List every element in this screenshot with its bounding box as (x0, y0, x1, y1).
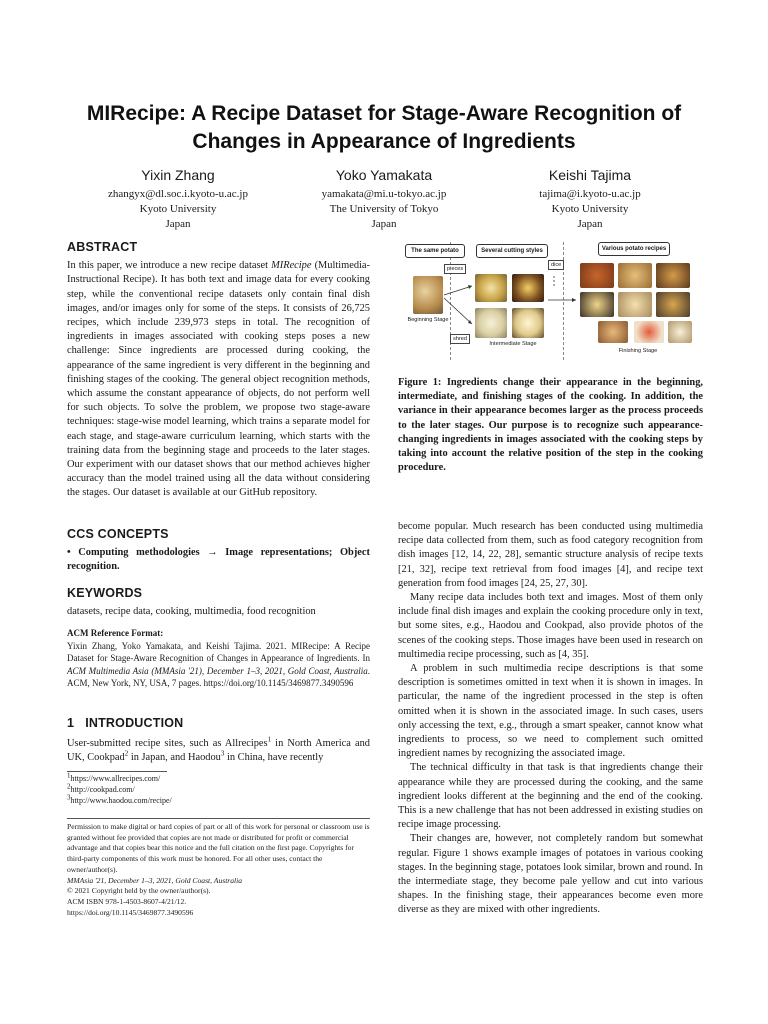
footnote-num: 1 (67, 771, 71, 780)
abstract-section (67, 240, 370, 501)
author-affiliation: Kyoto University (551, 203, 629, 215)
reference-venue: ACM Multimedia Asia (MMAsia '21), December 1–3, 2021, Gold Coast, Australia (67, 665, 368, 676)
keywords-section (67, 586, 370, 619)
acm-reference (67, 627, 370, 690)
footnote-ref-2[interactable]: 2 (124, 749, 129, 758)
copyright: © 2021 Copyright held by the owner/author(s). (67, 886, 211, 896)
footnote-ref-3[interactable]: 3 (220, 749, 225, 758)
permission-divider (67, 818, 370, 819)
author-email: tajima@i.kyoto-u.ac.jp (539, 188, 641, 200)
reference-text-1: Yixin Zhang, Yoko Yamakata, and Keishi Tajima. 2021. MIRecipe: A Recipe Dataset for Stage-Aware Recognition of Changes in Appearance of Ingredients. In (67, 640, 370, 664)
abstract-heading: ABSTRACT (67, 240, 138, 254)
section-number: 1 (67, 716, 75, 730)
keywords-text: datasets, recipe data, cooking, multimedia, food recognition (67, 606, 316, 618)
title-line-1: MIRecipe: A Recipe Dataset for Stage-Aware Recognition of (86, 102, 682, 125)
tag-dice: dice (548, 260, 564, 270)
abstract-text-pre: In this paper, we introduce a new recipe dataset (67, 260, 272, 272)
dataset-name: MIRecipe (271, 260, 312, 272)
stage-finishing-label: Finishing Stage (618, 348, 658, 354)
intro-text-c: in Japan, and Haodou (128, 752, 221, 764)
author-affiliation: The University of Tokyo (329, 203, 439, 215)
permission-block (67, 822, 370, 918)
reference-heading: ACM Reference Format: (67, 628, 164, 638)
author-affiliation: Kyoto University (139, 203, 217, 215)
intro-text-b: in North America and UK, Cookpad (67, 738, 370, 764)
footnote-ref-1[interactable]: 1 (267, 735, 272, 744)
abstract-text-post: (Multimedia-Instructional Recipe). It has both text and image data for every cooking step, while the conventional recipe datasets only contain final dish images, and/or images only for some of the steps. It consists of 26,725 recipes, which include 239,973 steps in total. The recognition of ingredients in images associated with cooking steps poses a new challenge: Since ingredients are processed during cooking, the appearance of the same ingredient is very different in the beginning and finishing stages of the cooking. The general object recognition methods, which assume the constant appearance of objects, do not perform well for such objects. To solve the problem, we propose two stage-aware techniques: stage-wise model learning, which trains a separate model for each stage, and stage-aware curriculum learning, which starts with the training data from the beginning stage and proceeds to the later stages. Our experiment with our dataset shows that our method achieves higher accuracy than the model trained using all the data without considering the stages. Our dataset is available at our GitHub repository. (67, 260, 370, 499)
permission-text: Permission to make digital or hard copies of part or all of this work for personal or classroom use is granted without fee provided that copies are not made or distributed for profit or commercial advantage and that copies bear this notice and the full citation on the first page. Copyrights for third-party components of this work must be honored. For all other uses, contact the owner/author(s). (67, 822, 370, 874)
author-country: Japan (577, 218, 603, 230)
permission-venue (67, 876, 370, 887)
author-country: Japan (165, 218, 191, 230)
figure-1 (398, 238, 703, 363)
reference-text-2: . ACM, New York, NY, USA, 7 pages. https://doi.org/10.1145/3469877.3490596 (67, 665, 370, 689)
footnote-url[interactable]: http://cookpad.com/ (70, 785, 135, 794)
arrow (444, 298, 472, 324)
author-name: Keishi Tajima (548, 167, 632, 183)
ccs-concepts: Computing methodologies → Image representations; Object recognition. (67, 547, 370, 573)
stage-intermediate-label: Intermediate Stage (489, 341, 537, 347)
abstract-text (67, 259, 370, 500)
footnotes (67, 773, 370, 806)
arrow (444, 286, 472, 295)
permission-venue-text: MMAsia '21, December 1–3, 2021, Gold Coast, Australia (67, 875, 243, 885)
footnote-3 (67, 795, 370, 806)
author-3 (465, 166, 715, 232)
isbn: ACM ISBN 978-1-4503-8607-4/21/12. (67, 896, 187, 906)
paper-title (0, 100, 768, 156)
author-email: zhangyx@dl.soc.i.kyoto-u.ac.jp (108, 188, 248, 200)
author-block (0, 166, 768, 236)
paragraph: become popular. Much research has been conducted using multimedia recipe data collected from them, such as food category recognition from dish images [12, 14, 22, 28], semantic structure analysis of recipe texts [21, 32], recipe text retrieval from food images [4], and recipe text generation from food images [24, 25, 27, 30]. (398, 521, 703, 589)
ccs-section (67, 527, 370, 575)
arrowhead (572, 298, 576, 302)
footnote-num: 2 (67, 782, 71, 791)
figure-arrows (398, 238, 703, 363)
footnote-url[interactable]: http://www.haodou.com/recipe/ (70, 796, 172, 805)
tag-shred: shred (450, 334, 470, 344)
author-email: yamakata@mi.u-tokyo.ac.jp (321, 188, 447, 200)
ccs-text (67, 546, 370, 574)
intro-continuation (398, 520, 703, 918)
intro-text-a: User-submitted recipe sites, such as Allrecipes (67, 738, 268, 750)
footnote-2 (67, 784, 370, 795)
section-title: INTRODUCTION (85, 716, 184, 730)
doi-link[interactable]: https://doi.org/10.1145/3469877.3490596 (67, 907, 194, 917)
ccs-bullet: • (67, 547, 71, 559)
label-same-potato: The same potato (405, 244, 465, 258)
ccs-heading: CCS CONCEPTS (67, 527, 169, 541)
tag-pieces: pieces (444, 264, 466, 274)
intro-heading (67, 716, 370, 730)
title-line-2: Changes in Appearance of Ingredients (192, 130, 576, 153)
author-country: Japan (371, 218, 397, 230)
arrowhead (468, 285, 472, 289)
author-name: Yixin Zhang (141, 167, 215, 183)
footnote-divider (67, 771, 167, 772)
paragraph: A problem in such multimedia recipe descriptions is that some description is sometimes omitted in text when it is shown in images. In particular, the name of the ingredient processed in the step is often omitted when it is shown in the associated image. In such cases, users only accessing the text, e.g., through a smart speaker, cannot know what ingredients to process, so we need to complement such omitted ingredient names by recognizing the associated image. (398, 663, 703, 760)
author-name: Yoko Yamakata (335, 167, 433, 183)
paragraph: The technical difficulty in that task is that ingredients change their appearance while they are processed during the cooking, and the same ingredient looks different at the beginning and the end of the cooking. This is a new challenge that has not been addressed in existing studies on recipe image processing. (398, 762, 703, 831)
footnote-url[interactable]: https://www.allrecipes.com/ (70, 774, 161, 783)
stage-beginning-label: Beginning Stage (407, 317, 449, 323)
label-cutting-styles: Several cutting styles (476, 244, 548, 258)
paragraph: Many recipe data includes both text and images. Most of them only include final dish images and explain the cooking procedure only in text, but some sites, e.g., Haodou and Cookpad, also provide photos of the scenes of the cooking steps. Those images have been used in research on multimedia recipe processing, such as [4, 35]. (398, 592, 703, 660)
reference-text (67, 640, 370, 690)
introduction-section (67, 716, 370, 766)
intro-paragraph (67, 737, 370, 765)
figure-caption: Figure 1: Ingredients change their appearance in the beginning, intermediate, and finishing stages of the cooking. In addition, the variance in their appearance becomes larger as the process proceeds to the later stages. Our purpose is to recognize such appearance-changing ingredients in images associated with the cooking steps by taking into account the relative position of the step in the cooking procedure. (398, 377, 703, 474)
label-various-recipes: Various potato recipes (598, 242, 670, 256)
keywords-heading: KEYWORDS (67, 586, 143, 600)
intro-text-d: in China, have recently (224, 752, 324, 764)
paragraph: Their changes are, however, not completely random but somewhat regular. Figure 1 shows example images of potatoes in various cooking stages. In the beginning stage, potatoes look similar, brown and round. In the intermediate stage, they become pale yellow and cut into various shapes. In the finishing stage, their appearances become even more diverse as they are mixed with other ingredients. (398, 833, 703, 916)
footnote-num: 3 (67, 793, 71, 802)
footnote-1 (67, 773, 370, 784)
